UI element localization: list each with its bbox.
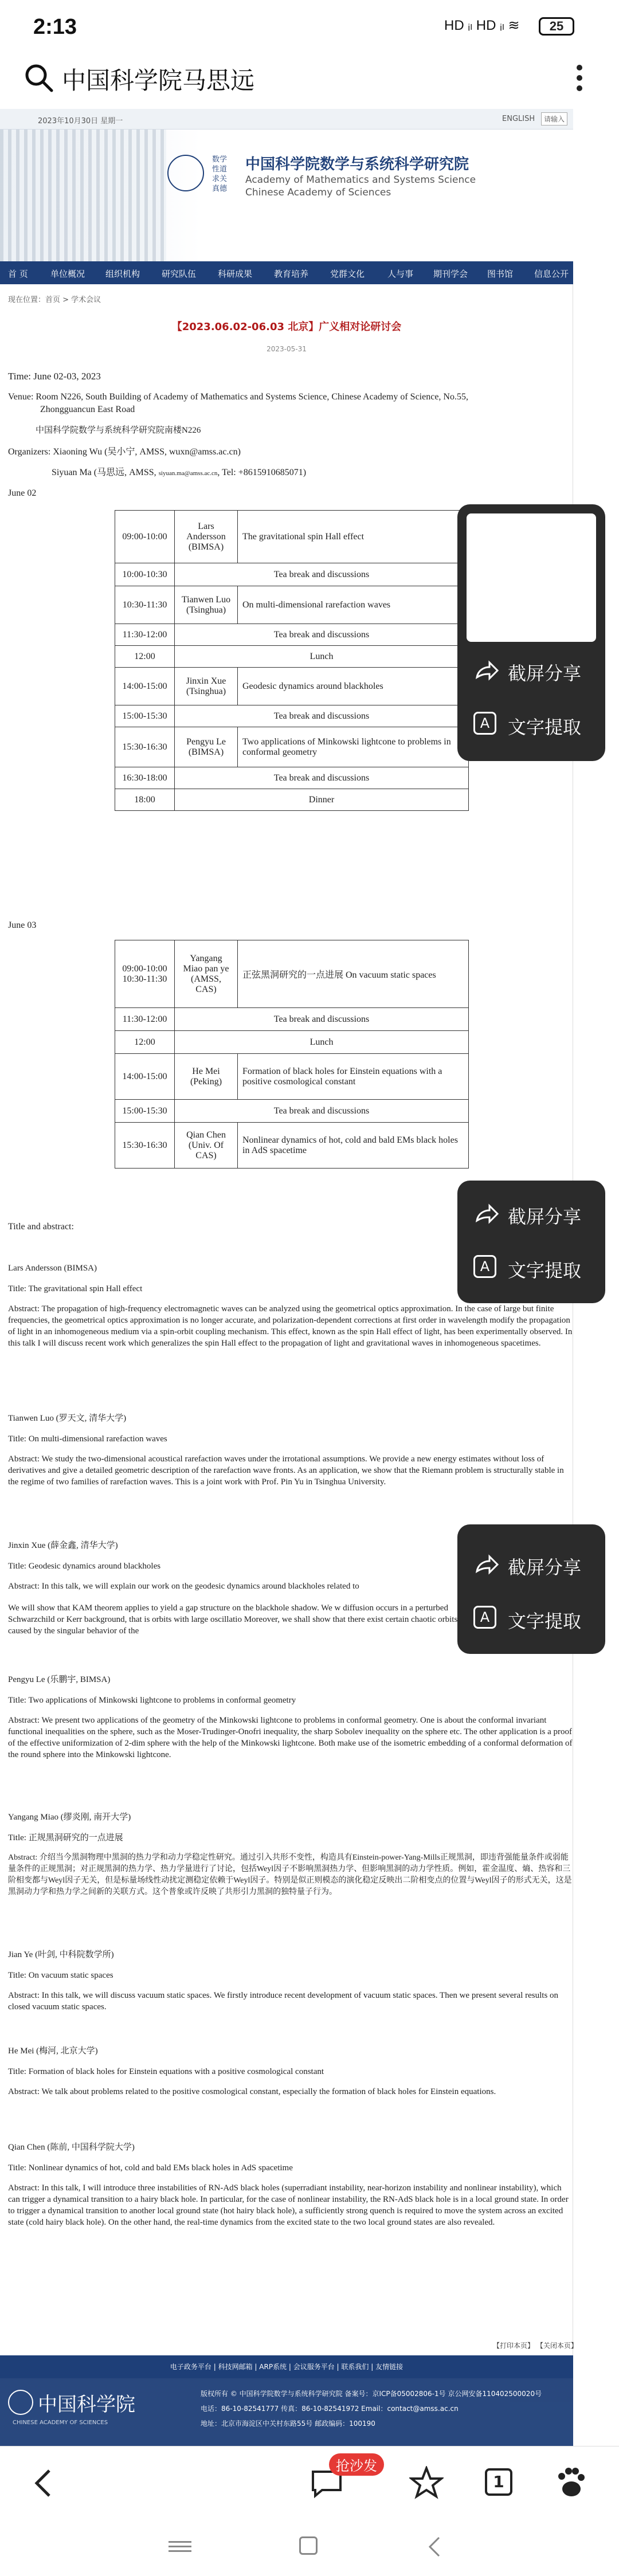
abstract-name: Jinxin Xue (薛金鑫, 清华大学): [8, 1541, 118, 1550]
abstract-name: Lars Andersson (BIMSA): [8, 1264, 97, 1273]
table-row: 10:30-11:30 Tianwen Luo (Tsinghua) On multi-dimensional rarefaction waves: [115, 586, 469, 624]
status-bar: [0, 0, 619, 57]
table-row: 11:30-12:00 Tea break and discussions: [115, 1008, 469, 1031]
nav-info[interactable]: 信息公开: [534, 269, 569, 279]
comment-badge: 抢沙发: [329, 2453, 384, 2476]
publish-date: 2023-05-31: [267, 345, 307, 353]
table-row: 15:30-16:30 Pengyu Le (BIMSA) Two applications of Minkowski lightcone to problems in conformal geometry: [115, 727, 469, 767]
ocr-icon: A: [473, 712, 496, 735]
signal-icon: HD ᵢₗ HD ᵢₗ ≋: [444, 18, 520, 33]
more-icon[interactable]: [575, 63, 583, 96]
share-icon: [472, 1201, 500, 1229]
cas-brand: 中国科学院: [38, 2393, 135, 2416]
nav-library[interactable]: 图书馆: [487, 269, 514, 279]
abstract-title: Title: Geodesic dynamics around blackholes: [8, 1562, 161, 1571]
tabs-count-button[interactable]: 1: [485, 2468, 512, 2496]
organizer-email-link[interactable]: siyuan.ma@amss.ac.cn: [158, 470, 218, 477]
day2-label: June 03: [8, 920, 37, 930]
back-icon[interactable]: [32, 2467, 55, 2499]
abstract-title: Title: 正规黑洞研究的一点进展: [8, 1833, 123, 1842]
footer-line-1: 版权所有 © 中国科学院数学与系统科学研究院 备案号：京ICP备05002806-1号 京公网安备110402500020号: [201, 2390, 542, 2398]
text-extract-button[interactable]: 文字提取: [508, 716, 582, 738]
info-time: Time: June 02-03, 2023: [8, 371, 101, 382]
nav-home[interactable]: 首 页: [8, 269, 28, 279]
abstract-name: Yangang Miao (缪炎刚, 南开大学): [8, 1813, 131, 1822]
table-row: 09:00-10:00 10:30-11:30 Yangang Miao pan ye (AMSS, CAS) 正弦黑洞研究的一点进展 On vacuum static spaces: [115, 940, 469, 1008]
table-row: 16:30-18:00 Tea break and discussions: [115, 767, 469, 789]
table-row: 18:00 Dinner: [115, 789, 469, 811]
abstract-name: Tianwen Luo (罗天文, 清华大学): [8, 1414, 127, 1423]
abstract-name: Pengyu Le (乐鹏宇, BIMSA): [8, 1675, 111, 1684]
abstract-title: Title: On vacuum static spaces: [8, 1971, 113, 1980]
cas-brand-en: CHINESE ACADEMY OF SCIENCES: [13, 2420, 108, 2426]
table-row: 11:30-12:00 Tea break and discussions: [115, 624, 469, 646]
logo-en2: Chinese Academy of Sciences: [245, 187, 391, 198]
nav-journals[interactable]: 期刊学会: [433, 269, 468, 279]
text-extract-button[interactable]: 文字提取: [508, 1260, 582, 1281]
logo-en1: Academy of Mathematics and Systems Science: [245, 174, 476, 186]
abstract-title: Title: The gravitational spin Hall effect: [8, 1284, 143, 1293]
abstract-body: Abstract: In this talk, we will explain our work on the geodesic dynamics around blackholes related to: [8, 1582, 359, 1591]
abstract-body: Abstract: We present two applications of the geometry of the Minkowski lightcone to problems in conformal geometry. One is about the conformal invariant functional inequalities on the sphere, such as the Moser-Trudinger-Onofri inequality, the sharp Sobolev inequality on the sphere etc. The other application is a proof of the effective uniformization of 2-dim sphere with the help of the Minkowski lightcone. Both make use of the isometric embedding of a conformal deformation of the round sphere into the Minkowski lightcone.: [8, 1716, 573, 1759]
share-icon: [472, 1552, 500, 1579]
abstract-title: Title: On multi-dimensional rarefaction waves: [8, 1434, 167, 1444]
screenshot-thumbnail[interactable]: [467, 513, 596, 642]
logo-cn: 中国科学院数学与系统科学研究院: [245, 156, 469, 173]
abstract-name: Jian Ye (叶剑, 中科院数学所): [8, 1950, 114, 1959]
system-nav-bar: [0, 2515, 619, 2576]
search-header[interactable]: [0, 57, 619, 108]
nav-culture[interactable]: 党群文化: [330, 269, 365, 279]
nav-research[interactable]: 科研成果: [218, 269, 253, 279]
abstract-title: Title: Nonlinear dynamics of hot, cold and bald EMs black holes in AdS spacetime: [8, 2163, 293, 2173]
screenshot-share-button[interactable]: 截屏分享: [508, 1556, 582, 1578]
building-image: [0, 130, 166, 261]
english-link[interactable]: ENGLISH: [502, 115, 535, 123]
abstract-name: He Mei (梅河, 北京大学): [8, 2046, 98, 2056]
table-row: 15:30-16:30 Qian Chen (Univ. Of CAS) Nonlinear dynamics of hot, cold and bald EMs black holes in AdS spacetime: [115, 1123, 469, 1169]
table-row: 12:00 Lunch: [115, 646, 469, 668]
institute-logo-icon: [167, 155, 204, 191]
search-icon[interactable]: [23, 62, 55, 94]
site-nav: [0, 261, 573, 284]
footer-line-3: 地址：北京市海淀区中关村东路55号 邮政编码：100190: [201, 2420, 375, 2428]
day1-label: June 02: [8, 488, 37, 498]
nav-about[interactable]: 单位概况: [50, 269, 85, 279]
page-title: 【2023.06.02-06.03 北京】广义相对论研讨会: [171, 321, 402, 333]
abstract-body: Abstract: We study the two-dimensional acoustical rarefaction waves under the irrotational assumptions. We provide a new energy estimates without loss of derivatives and give a detailed geometric description of the rarefaction wave fronts. As an application, we show that the Riemann problem is structurally stable in the regime of two families of rarefaction waves. This is a joint work with Prof. Pin Yu in Tsinghua University.: [8, 1454, 564, 1487]
logo-motto: 数学 性道 求关 真德: [212, 155, 228, 193]
abstract-title: Title: Formation of black holes for Einstein equations with a positive cosmological constant: [8, 2067, 324, 2076]
battery-icon: 25: [539, 17, 574, 36]
cas-logo-icon: [8, 2390, 33, 2415]
float-panel: [457, 504, 605, 761]
nav-people[interactable]: 人与事: [387, 269, 414, 279]
home-icon[interactable]: [299, 2536, 318, 2555]
float-panel: [457, 1181, 605, 1303]
abstract-body: Abstract: We talk about problems related to the positive cosmological constant, especially the formation of black holes for Einstein equations.: [8, 2087, 496, 2096]
info-venue-2: Zhongguancun East Road: [40, 405, 135, 414]
system-back-icon[interactable]: [426, 2535, 444, 2558]
table-row: 10:00-10:30 Tea break and discussions: [115, 563, 469, 586]
table-row: 14:00-15:00 He Mei (Peking) Formation of black holes for Einstein equations with a positive cosmological constant: [115, 1054, 469, 1100]
status-time: 2:13: [33, 15, 77, 39]
site-top-strip: [0, 109, 573, 130]
abstract-body: Abstract: The propagation of high-frequency electromagnetic waves can be analyzed using the geometrical optics approximation. In the case of large but finite frequencies, the geometrical optics approximation is no longer accurate, and polarization-dependent corrections at first order in wavelength modify the propagation of light in an inhomogeneous medium via a spin-orbit coupling mechanism. This effect, known as the spin Hall effect of light, has been experimentally observed. In this talk I will discuss recent work which generalizes the spin Hall effect to the propagation of light and gravitational waves in inhomogeneous spacetimes.: [8, 1304, 573, 1348]
info-organizer-2: Siyuan Ma (马思远, AMSS, siyuan.ma@amss.ac.cn, Tel: +8615910685071): [52, 468, 307, 477]
screenshot-share-button[interactable]: 截屏分享: [508, 662, 582, 684]
search-query[interactable]: 中国科学院马思远: [62, 66, 255, 95]
footer-info: [0, 2378, 573, 2446]
text-extract-button[interactable]: 文字提取: [508, 1610, 582, 1632]
nav-education[interactable]: 教育培养: [274, 269, 309, 279]
table-row: 15:00-15:30 Tea break and discussions: [115, 705, 469, 727]
schedule-day1: [115, 510, 469, 811]
abstract-body: Abstract: In this talk, I will introduce three instabilities of RN-AdS black holes (superradiant instability, near-horizon instability and nonlinear instability), which can trigger a dynamical transition to a hairy black hole. In particular, for the case of nonlinear instability, the RN-AdS black hole is in a local ground state. In order to trigger a dynamical transition to another local ground state (hot hairy black hole), a sufficiently strong quench is required to move the system across an excited state (cold hairy black hole). On the other hand, the real-time dynamics from the excited state to the two local ground states are also revealed.: [8, 2183, 569, 2227]
footer-links[interactable]: 电子政务平台 | 科技网邮箱 | ARP系统 | 会议服务平台 | 联系我们 | 友情链接: [0, 2355, 573, 2378]
browser-bottom-bar: [0, 2446, 619, 2515]
table-row: 12:00 Lunch: [115, 1031, 469, 1054]
abstract-title: Title: Two applications of Minkowski lightcone to problems in conformal geometry: [8, 1696, 296, 1705]
share-icon: [472, 658, 500, 685]
screenshot-share-button[interactable]: 截屏分享: [508, 1206, 582, 1228]
info-venue: Venue: Room N226, South Building of Academy of Mathematics and Systems Science, Chinese Academy of Science, No.55,: [8, 392, 468, 402]
nav-team[interactable]: 研究队伍: [162, 269, 197, 279]
info-venue-cn: 中国科学院数学与系统科学研究院南楼N226: [36, 426, 201, 435]
table-row: 09:00-10:00 Lars Andersson (BIMSA) The gravitational spin Hall effect: [115, 511, 469, 563]
paw-icon[interactable]: [555, 2466, 587, 2500]
favorite-star-icon[interactable]: [409, 2466, 444, 2500]
ocr-icon: A: [473, 1255, 496, 1278]
print-close-links[interactable]: 【打印本页】 【关闭本页】: [493, 2342, 578, 2350]
abstract-name: Qian Chen (陈前, 中国科学院大学): [8, 2143, 135, 2152]
table-row: 14:00-15:00 Jinxin Xue (Tsinghua) Geodesic dynamics around blackholes: [115, 668, 469, 705]
table-row: 15:00-15:30 Tea break and discussions: [115, 1100, 469, 1123]
abstracts-heading: Title and abstract:: [8, 1222, 74, 1232]
footer-line-2: 电话：86-10-82541777 传真：86-10-82541972 Email：contact@amss.ac.cn: [201, 2405, 459, 2413]
menu-icon[interactable]: [169, 2540, 191, 2551]
schedule-day2: [115, 940, 469, 1169]
site-search-input[interactable]: 请输入: [541, 112, 567, 126]
abstract-body: Abstract: In this talk, we will discuss vacuum static spaces. We firstly introduce recent development of vacuum static spaces. Then we present several results on closed vacuum static spaces.: [8, 1991, 559, 2012]
abstract-body-2: We will show that KAM theorem applies to yield a gap structure on the blackhole shadow. We w diffusion occurs in a perturbed Schwarzchild or Kerr background, that is orbits with large oscillatio Moreover, we shall show that there exist certain chaotic orbits caused by the singular behavior of the: [8, 1603, 458, 1636]
breadcrumb: 现在位置：首页 > 学术会议: [8, 296, 101, 304]
abstract-body: Abstract: 介绍当今黑洞物理中黑洞的热力学和动力学稳定性研究。通过引入共形不变性，构造具有Einstein-power-Yang-Mills正规黑洞，即违背强能量条件或弱能量条件的正规黑洞；对正规黑洞的热力学、热力学量进行了讨论，包括Weyl因子不影响黑洞热力学、但影响黑洞的动力学性质。例如，霍金温度、熵、热容和三阶相变都与Weyl因子无关，但是标量场线性动扰定测稳定依赖于Weyl因子。特别是似正则模态的演化稳定反映出二阶相变点的位置与Weyl因子的形式无关，这是黑洞动力学和热力学之间新的关联方式。这个普象或许反映了共形引力黑洞的独特量子行为。: [8, 1853, 572, 1896]
ocr-icon: A: [473, 1606, 496, 1629]
nav-org[interactable]: 组织机构: [105, 269, 140, 279]
float-panel: [457, 1524, 605, 1654]
info-organizer-1: Organizers: Xiaoning Wu (吴小宁, AMSS, wuxn@amss.ac.cn): [8, 447, 241, 457]
site-date: 2023年10月30日 星期一: [38, 117, 123, 126]
